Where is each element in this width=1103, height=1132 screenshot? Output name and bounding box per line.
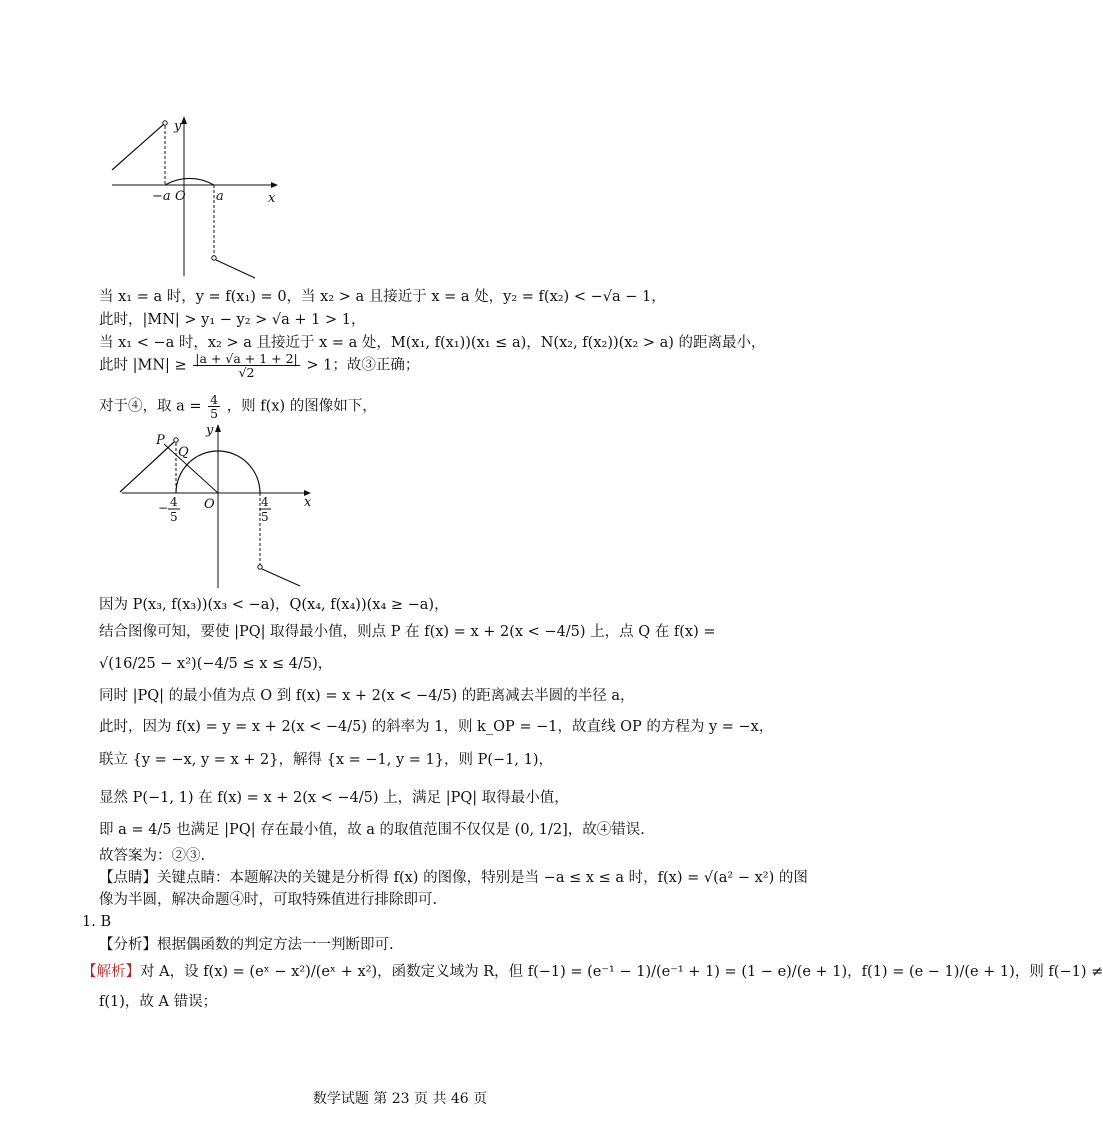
open-point-right [258, 565, 262, 569]
label-pos-5: 5 [261, 510, 269, 524]
right-ray [262, 569, 300, 586]
label-neg-5: 5 [170, 510, 178, 524]
label-a: a [216, 189, 224, 204]
text-line-16: 像为半圆，解决命题④时，可取特殊值进行排除即可. [99, 892, 438, 908]
label-origin: O [204, 497, 215, 512]
figure-1-graph [100, 110, 300, 280]
label-x: x [268, 191, 276, 206]
label-pos-4: 4 [261, 495, 269, 509]
text-line-5-pre: 对于④，取 a = [99, 398, 202, 415]
open-point-left [174, 438, 178, 442]
text-line-5-post: ，则 f(x) 的图像如下， [226, 398, 377, 415]
solution-tag: 【解析】 [82, 964, 140, 980]
fraction-mn-num: |a + √a + 1 + 2| [195, 351, 298, 366]
text-line-4-post: > 1；故③正确； [306, 357, 420, 374]
text-line-11: 联立 {y = −x, y = x + 2}，解得 {x = −1, y = 1}，则 P(−1, 1)， [99, 752, 553, 768]
text-line-8: √(16/25 − x²)(−4/5 ≤ x ≤ 4/5)， [99, 656, 333, 672]
page-footer: 数学试题 第 23 页 共 46 页 [312, 1091, 488, 1107]
label-y: y [206, 423, 214, 438]
left-ray [120, 442, 174, 492]
open-point-right [212, 256, 216, 260]
open-point-left [163, 121, 167, 125]
y-axis-arrow [181, 116, 187, 124]
left-ray [112, 124, 164, 170]
text-line-13: 即 a = 4/5 也满足 |PQ| 存在最小值，故 a 的取值范围不仅仅是 (0, 1/2]，故④错误. [99, 822, 645, 838]
text-line-analysis: 【分析】根据偶函数的判定方法一一判断即可. [99, 937, 394, 953]
label-neg-a: −a [152, 189, 171, 204]
text-line-2: 此时，|MN| > y₁ − y₂ > √a + 1 > 1， [99, 312, 366, 328]
text-line-4 [99, 352, 419, 379]
text-line-1: 当 x₁ = a 时，y = f(x₁) = 0，当 x₂ > a 且接近于 x = a 处，y₂ = f(x₂) < −√a − 1， [99, 289, 666, 305]
x-axis-arrow [271, 182, 278, 188]
label-x: x [304, 495, 312, 510]
text-line-12: 显然 P(−1, 1) 在 f(x) = x + 2(x < −4/5) 上，满足 |PQ| 取得最小值， [99, 790, 569, 806]
text-line-14: 故答案为：②③. [99, 848, 206, 864]
label-y: y [174, 119, 182, 134]
label-neg-sign: − [158, 501, 169, 515]
solution-text: 对 A，设 f(x) = (eˣ − x²)/(eˣ + x²)，函数定义域为 R，但 f(−1) = (e⁻¹ − 1)/(e⁻¹ + 1) = (1 − e)/(e + 1)，f(1) = (e − 1)/(e + 1)，则 f(−1) ≠ [140, 964, 1103, 980]
label-origin: O [175, 189, 186, 204]
text-line-7: 结合图像可知，要使 |PQ| 取得最小值，则点 P 在 f(x) = x + 2(x < −4/5) 上，点 Q 在 f(x) = [99, 624, 716, 640]
fraction-num: 4 [210, 392, 219, 407]
label-q: Q [178, 445, 189, 460]
label-neg-4: 4 [170, 495, 178, 509]
semicircle [165, 178, 214, 185]
y-axis-arrow [215, 424, 221, 432]
text-line-6: 因为 P(x₃, f(x₃))(x₃ < −a)，Q(x₄, f(x₄))(x₄ ≥ −a)， [99, 597, 449, 613]
figure-2-graph [110, 420, 325, 590]
fraction-mn-den: √2 [238, 365, 255, 380]
text-line-3: 当 x₁ < −a 时，x₂ > a 且接近于 x = a 处，M(x₁, f(x₁))(x₁ ≤ a)，N(x₂, f(x₂))(x₂ > a) 的距离最小， [99, 335, 766, 351]
answer-number: 1. B [82, 914, 112, 930]
text-line-9: 同时 |PQ| 的最小值为点 O 到 f(x) = x + 2(x < −4/5) 的距离减去半圆的半径 a， [99, 688, 635, 704]
text-line-15: 【点睛】关键点睛：本题解决的关键是分析得 f(x) 的图像，特别是当 −a ≤ x ≤ a 时，f(x) = √(a² − x²) 的图 [99, 870, 808, 886]
text-line-4-pre: 此时 |MN| ≥ [99, 357, 187, 374]
text-line-20: f(1)，故 A 错误； [99, 994, 218, 1010]
fraction-four-fifths [208, 393, 220, 420]
text-line-10: 此时，因为 f(x) = y = x + 2(x < −4/5) 的斜率为 1，则 k_OP = −1，故直线 OP 的方程为 y = −x， [99, 719, 774, 735]
text-line-5 [99, 393, 377, 420]
fraction-mn [193, 352, 299, 379]
label-p: P [156, 433, 165, 448]
text-line-solution [82, 962, 1103, 982]
right-ray [216, 260, 255, 278]
fraction-den: 5 [210, 406, 219, 421]
